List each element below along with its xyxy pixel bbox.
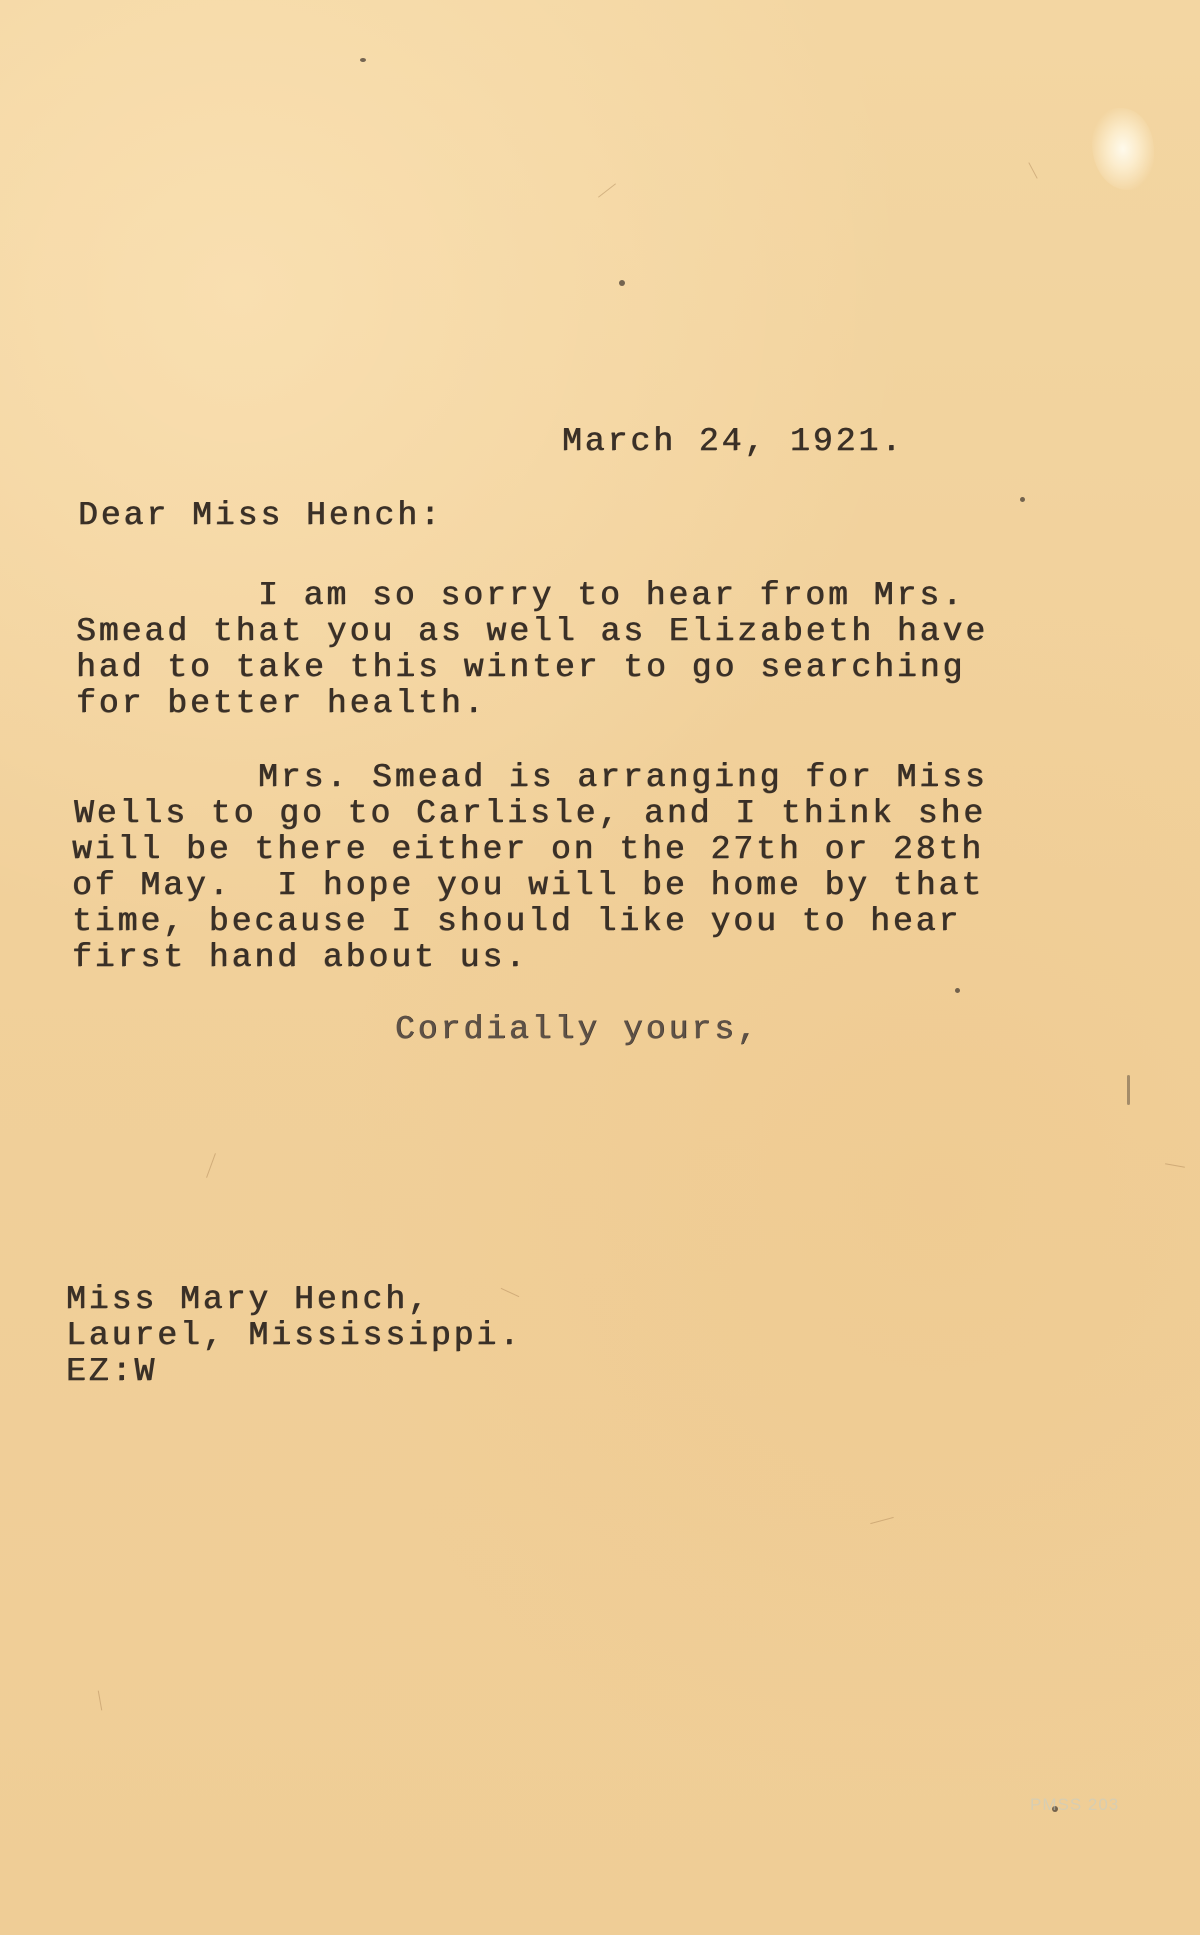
paper-speck [955,988,960,993]
paragraph-1-line: for better health. [76,685,487,722]
paragraph-2-line: time, because I should like you to hear [72,903,962,940]
paper-speck [360,58,366,62]
paper-fiber [1165,1163,1185,1167]
paper-mark [1127,1075,1130,1105]
paragraph-1-line: had to take this winter to go searching [76,649,966,686]
paragraph-1-line: I am so sorry to hear from Mrs. [258,577,965,614]
typist-reference: EZ:W [66,1353,158,1390]
paper-fiber [598,183,616,197]
recipient-name: Miss Mary Hench, [66,1281,431,1318]
paper-speck [1020,497,1025,502]
archive-watermark: PMSS 203 [1030,1795,1120,1814]
paper-fiber [870,1517,893,1524]
letter-closing: Cordially yours, [395,1011,760,1048]
letter-salutation: Dear Miss Hench: [78,497,443,534]
paragraph-2-line: Wells to go to Carlisle, and I think she [74,795,987,832]
letter-date: March 24, 1921. [562,423,905,460]
paragraph-2-line: will be there either on the 27th or 28th [72,831,985,868]
paper-fiber [501,1288,520,1297]
paragraph-2-line: of May. I hope you will be home by that [72,867,985,904]
recipient-location: Laurel, Mississippi. [66,1317,523,1354]
paragraph-2-line: Mrs. Smead is arranging for Miss [258,759,988,796]
paragraph-2-line: first hand about us. [72,939,529,976]
paper-fiber [1028,162,1037,178]
paragraph-1-line: Smead that you as well as Elizabeth have [76,613,989,650]
paper-speck [619,280,625,286]
paper-fiber [206,1153,216,1178]
paper-fiber [98,1691,102,1711]
paper-glare [1092,108,1154,190]
